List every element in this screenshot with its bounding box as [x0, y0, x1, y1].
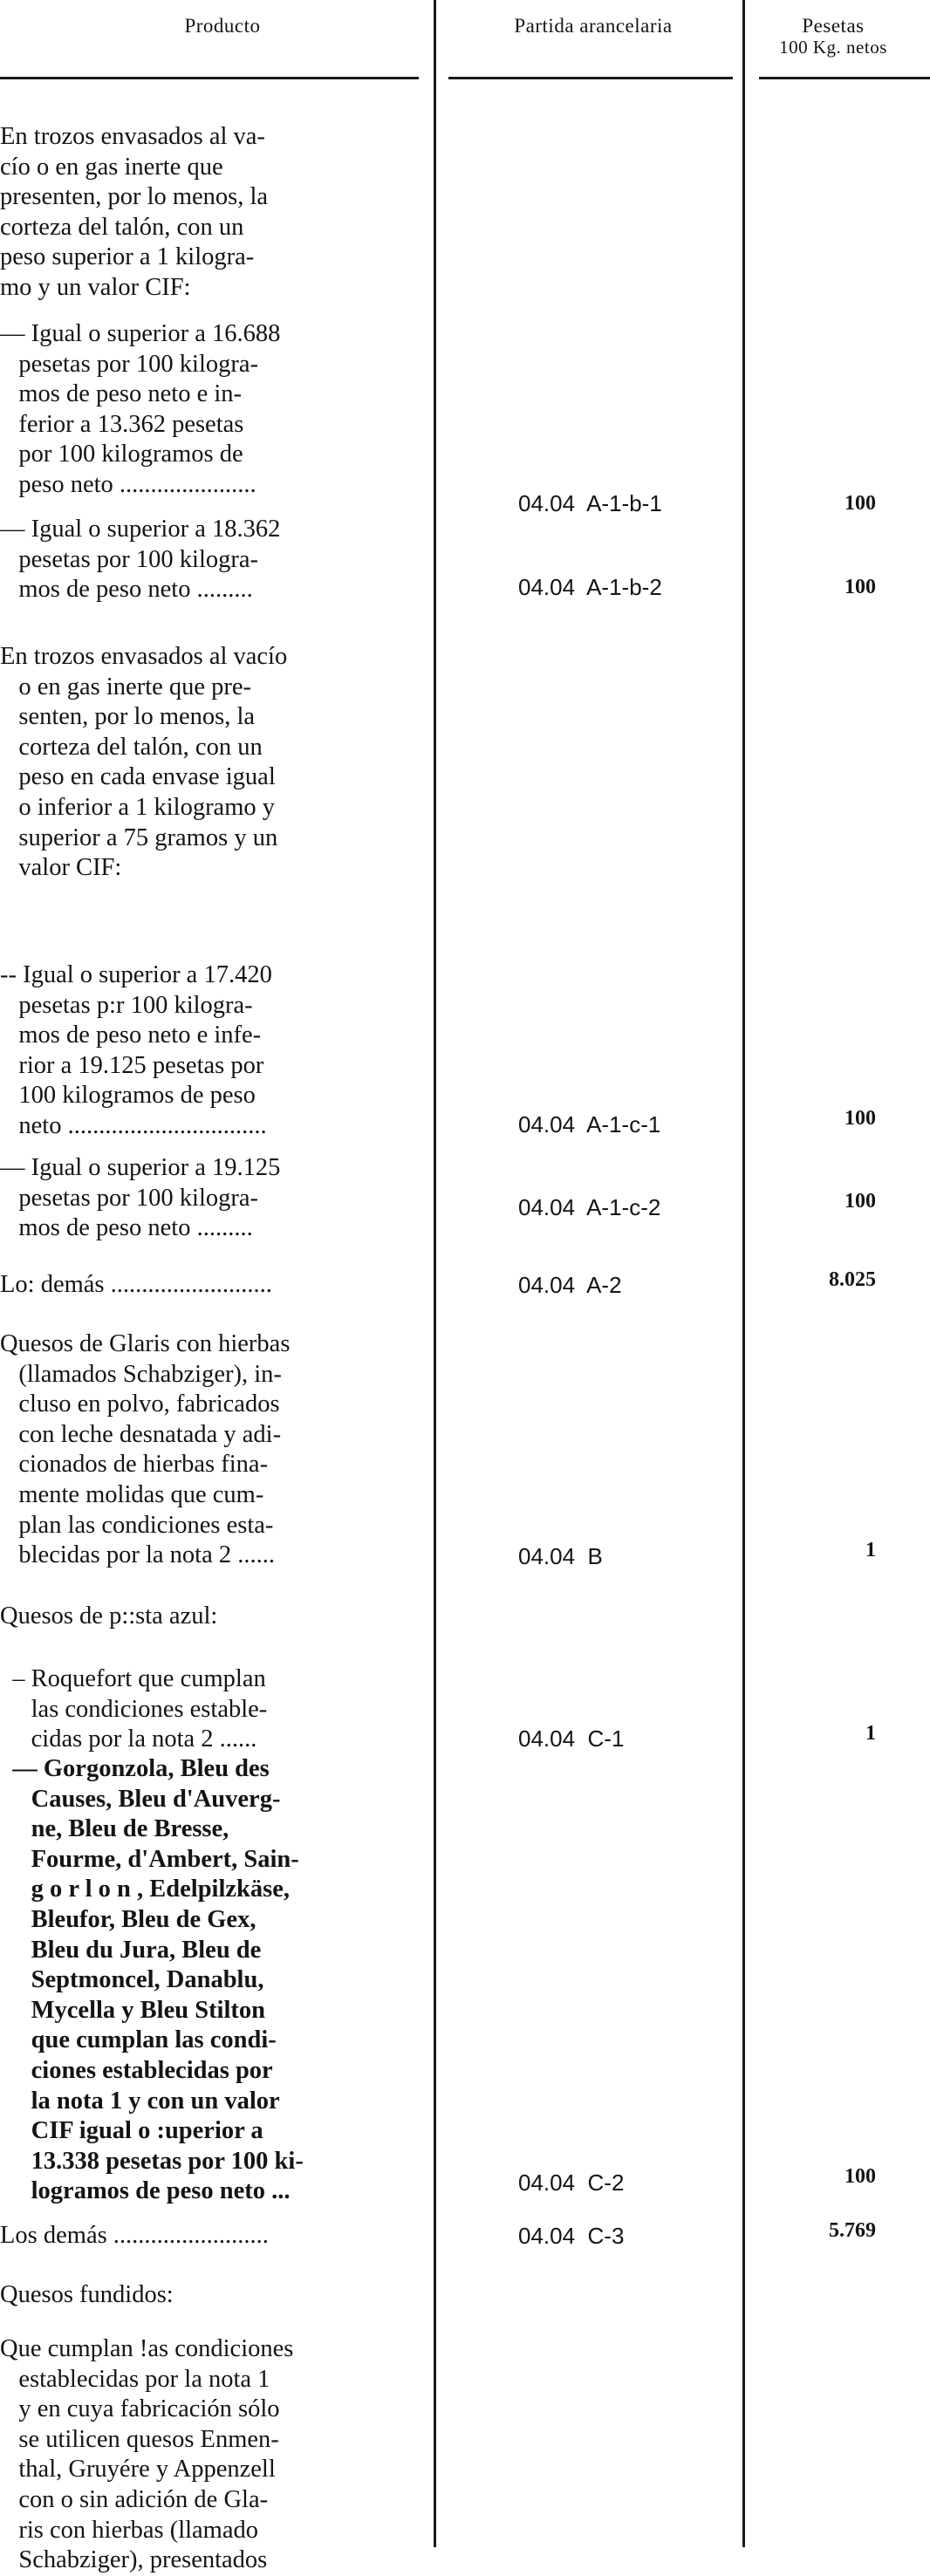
product-text-line: se utilicen quesos Enmen- [0, 2425, 279, 2453]
rate-A-1-b-2: 100 [845, 576, 876, 598]
product-text-line: mente molidas que cum- [0, 1480, 264, 1508]
product-text-line: Septmoncel, Danablu, [0, 1966, 264, 1994]
product-text-line: Bleu du Jura, Bleu de [0, 1936, 262, 1964]
column-divider-1 [434, 0, 436, 2547]
product-block-los-demas-2 [0, 2221, 429, 2251]
product-text-line: la nota 1 y con un valor [0, 2087, 280, 2115]
product-text-line: Quesos de p::sta azul: [0, 1602, 218, 1630]
product-text-line: cidas por la nota 2 ...... [0, 1725, 257, 1753]
product-text-line: — Gorgonzola, Bleu des [0, 1755, 270, 1782]
partida-B: 04.04 B [518, 1543, 603, 1569]
product-text-line: g o r l o n , Edelpilzkäse, [0, 1876, 291, 1903]
partida-C-1: 04.04 C-1 [518, 1725, 625, 1752]
product-text-line: Que cumplan !as condiciones [0, 2335, 294, 2362]
product-text-line: presenten, por lo menos, la [0, 183, 269, 211]
product-text-line: Schabziger), presentados [0, 2546, 268, 2574]
product-text-line: logramos de peso neto ... [0, 2177, 291, 2205]
product-block-glaris [0, 1329, 429, 1571]
header-producto: Producto [184, 15, 261, 37]
product-block-los-demas-1 [0, 1270, 429, 1301]
partida-C-2: 04.04 C-2 [518, 2169, 625, 2196]
product-text-line: Fourme, d'Ambert, Sain- [0, 1845, 299, 1873]
product-text-line: o inferior a 1 kilogramo y [0, 793, 276, 821]
product-text-line: pesetas por 100 kilogra- [0, 545, 259, 573]
product-text-line: Quesos fundidos: [0, 2281, 174, 2308]
rate-A-2: 8.025 [829, 1268, 876, 1291]
product-block-fundidos-condiciones [0, 2334, 429, 2576]
product-text-line: 100 kilogramos de peso [0, 1082, 256, 1110]
product-block-16688 [0, 319, 429, 501]
header-rule-2 [448, 77, 733, 79]
product-text-line: thal, Gruyére y Appenzell [0, 2456, 276, 2484]
partida-A-1-c-1: 04.04 A-1-c-1 [518, 1111, 661, 1138]
product-text-line: CIF igual o :uperior a [0, 2117, 263, 2145]
product-block-fundidos [0, 2280, 429, 2311]
product-block-roquefort [0, 1664, 429, 1755]
product-text-line: – Roquefort que cumplan [0, 1665, 266, 1692]
product-text-line: — Igual o superior a 19.125 [0, 1154, 281, 1181]
product-text-line: Quesos de Glaris con hierbas [0, 1330, 291, 1357]
product-text-line: Causes, Bleu d'Auverg- [0, 1785, 281, 1813]
product-text-line: cionados de hierbas fina- [0, 1451, 269, 1479]
rate-A-1-c-2: 100 [845, 1190, 876, 1213]
product-text-line: ris con hierbas (llamado [0, 2516, 258, 2544]
product-block-vacio-intro [0, 642, 429, 884]
product-text-line: rior a 19.125 pesetas por [0, 1051, 264, 1079]
product-text-line: superior a 75 gramos y un [0, 823, 278, 851]
rate-C-2: 100 [845, 2165, 876, 2188]
product-text-line: establecidas por la nota 1 [0, 2365, 270, 2393]
product-block-18362 [0, 515, 429, 605]
product-text-line: ciones establecidas por [0, 2056, 273, 2084]
product-text-line: (llamados Schabziger), in- [0, 1360, 282, 1388]
product-text-line: — Igual o superior a 18.362 [0, 516, 281, 543]
product-text-line: cío o en gas inerte que [0, 153, 223, 181]
rate-B: 1 [865, 1539, 876, 1561]
rate-C-1: 1 [865, 1722, 876, 1745]
product-text-line: peso en cada envase igual [0, 763, 276, 791]
partida-C-3: 04.04 C-3 [518, 2223, 625, 2249]
product-text-line: pesetas por 100 kilogra- [0, 1184, 259, 1212]
product-text-line: mos de peso neto e in- [0, 380, 243, 408]
product-text-line: Bleufor, Bleu de Gex, [0, 1905, 256, 1933]
product-text-line: En trozos envasados al va- [0, 123, 265, 150]
product-text-line: mo y un valor CIF: [0, 273, 191, 301]
header-pesetas-line2: 100 Kg. netos [779, 37, 887, 58]
product-text-line: — Igual o superior a 16.688 [0, 320, 281, 347]
rate-A-1-c-1: 100 [845, 1107, 876, 1130]
product-text-line: mos de peso neto ......... [0, 1214, 253, 1242]
product-text-line: Lo: demás .......................... [0, 1271, 272, 1298]
product-text-line: y en cuya fabricación sólo [0, 2395, 280, 2423]
product-text-line: cluso en polvo, fabricados [0, 1390, 280, 1418]
product-text-line: por 100 kilogramos de [0, 441, 243, 468]
product-text-line: que cumplan las condi- [0, 2026, 277, 2054]
product-text-line: neto ................................ [0, 1111, 267, 1139]
partida-A-1-c-2: 04.04 A-1-c-2 [518, 1194, 661, 1220]
product-text-line: plan las condiciones esta- [0, 1511, 274, 1539]
header-pesetas [759, 16, 907, 58]
product-block-gorgonzola [0, 1754, 429, 2207]
product-text-line: blecidas por la nota 2 ...... [0, 1541, 276, 1569]
header-pesetas-line1: Pesetas [802, 15, 865, 37]
product-block-19125 [0, 1153, 429, 1244]
product-text-line: con leche desnatada y adi- [0, 1420, 282, 1448]
product-text-line: mos de peso neto e infe- [0, 1022, 262, 1049]
product-block-trozos-intro [0, 122, 429, 304]
product-text-line: peso superior a 1 kilogra- [0, 243, 255, 271]
product-text-line: mos de peso neto ......... [0, 576, 253, 604]
product-text-line: -- Igual o superior a 17.420 [0, 961, 272, 988]
partida-A-1-b-1: 04.04 A-1-b-1 [518, 490, 662, 516]
header-rule-3 [759, 77, 930, 79]
product-text-line: con o sin adición de Gla- [0, 2485, 269, 2513]
product-text-line: ferior a 13.362 pesetas [0, 410, 244, 438]
product-text-line: ne, Bleu de Bresse, [0, 1815, 229, 1843]
product-text-line: 13.338 pesetas por 100 ki- [0, 2147, 304, 2175]
product-block-17420 [0, 960, 429, 1142]
product-text-line: las condiciones estable- [0, 1695, 268, 1723]
product-text-line: pesetas p:r 100 kilogra- [0, 991, 253, 1019]
product-text-line: senten, por lo menos, la [0, 703, 256, 731]
product-text-line: pesetas por 100 kilogra- [0, 350, 259, 378]
partida-A-1-b-2: 04.04 A-1-b-2 [518, 574, 662, 600]
rate-A-1-b-1: 100 [845, 492, 876, 515]
product-text-line: En trozos envasados al vacío [0, 643, 288, 670]
product-text-line: peso neto ...................... [0, 470, 256, 498]
header-rule-1 [0, 77, 419, 79]
product-text-line: valor CIF: [0, 854, 122, 882]
header-partida: Partida arancelaria [514, 15, 673, 37]
product-text-line: o en gas inerte que pre- [0, 673, 252, 700]
product-block-pasta-azul [0, 1602, 429, 1632]
product-text-line: corteza del talón, con un [0, 213, 244, 241]
product-text-line: Mycella y Bleu Stilton [0, 1996, 265, 2024]
rate-C-3: 5.769 [829, 2219, 876, 2242]
product-text-line: corteza del talón, con un [0, 733, 263, 761]
partida-A-2: 04.04 A-2 [518, 1272, 622, 1298]
product-text-line: Los demás ......................... [0, 2222, 269, 2249]
